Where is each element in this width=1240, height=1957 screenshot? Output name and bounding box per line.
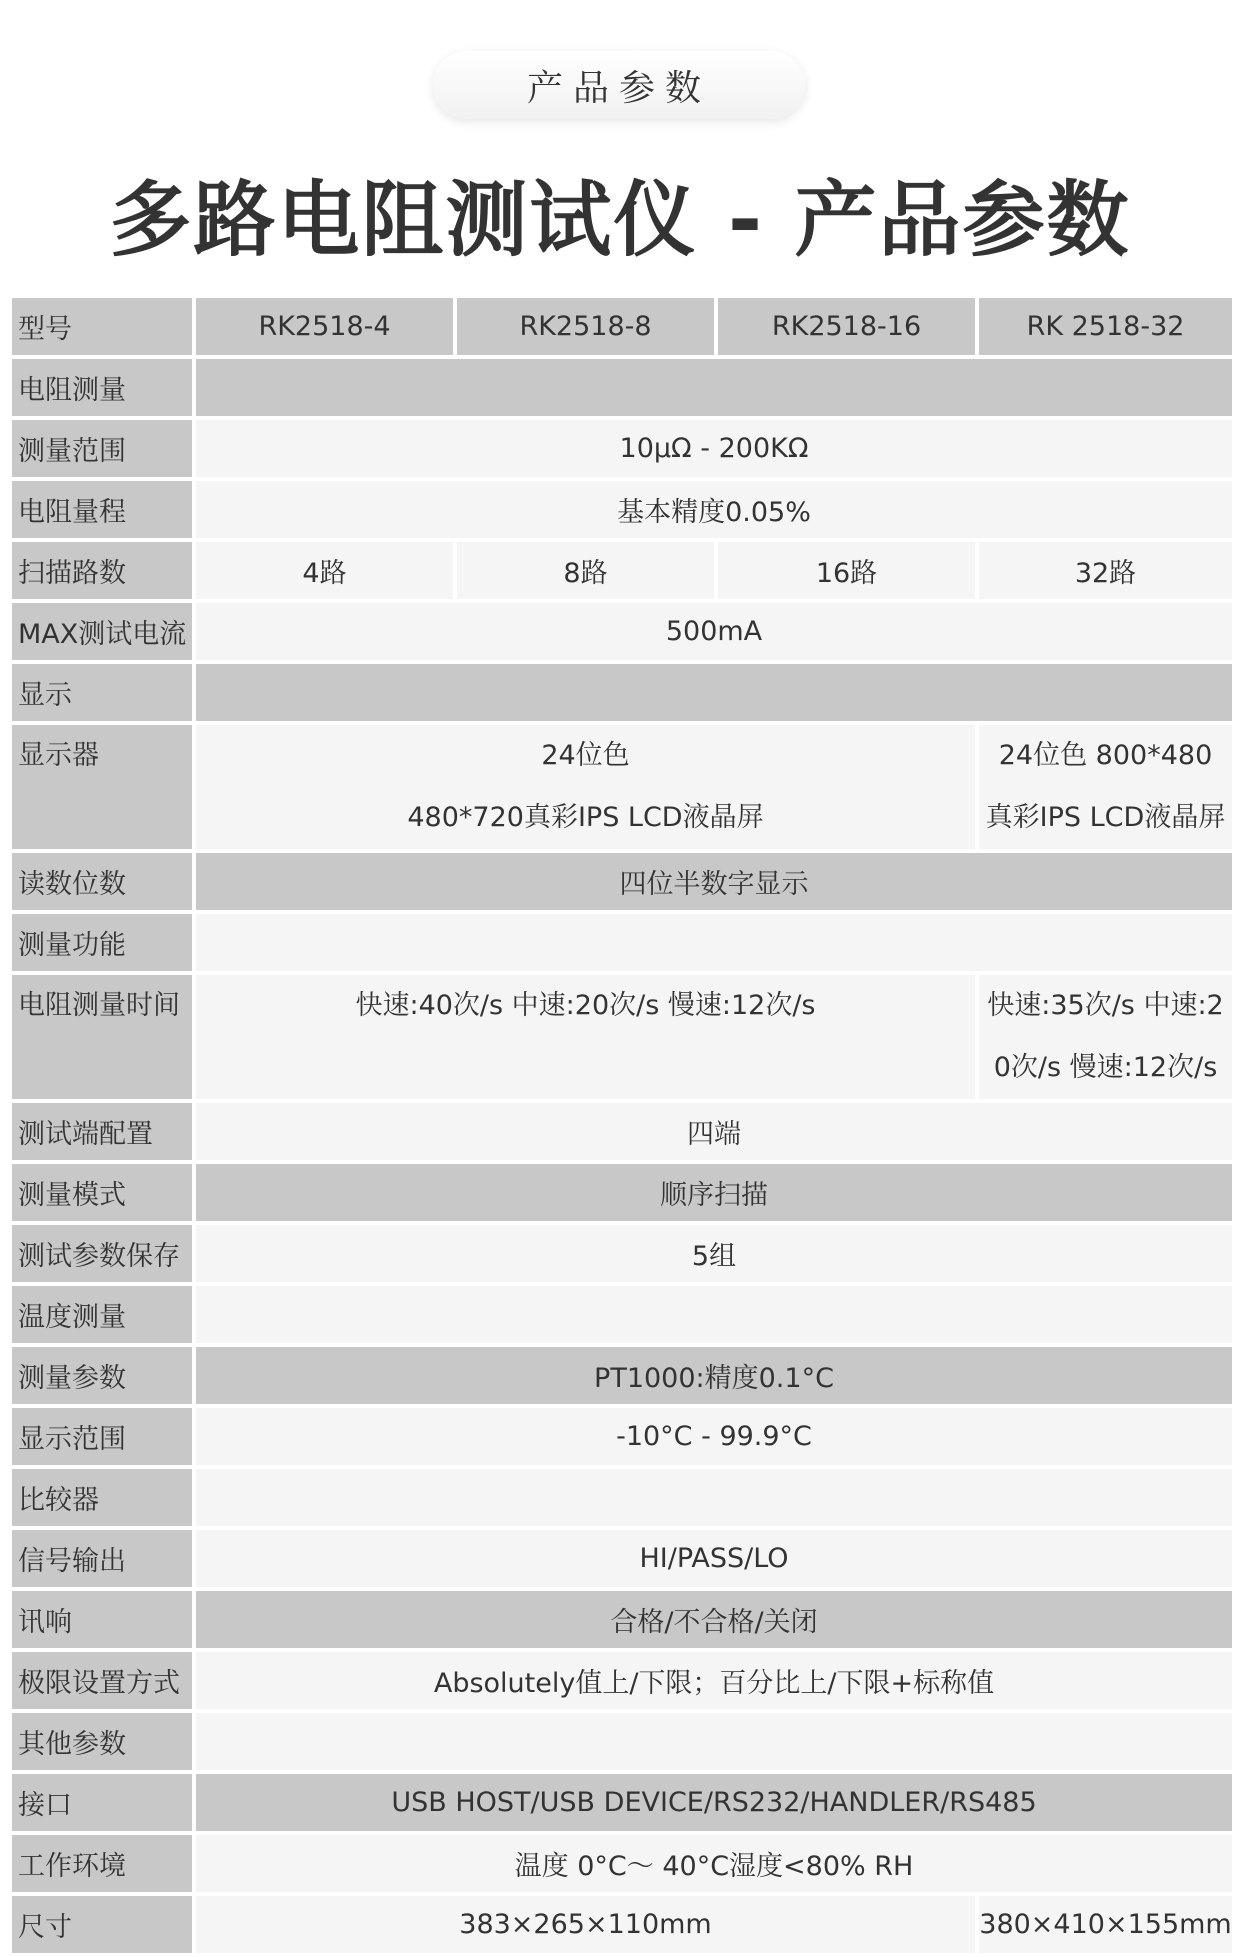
row-value: 四端 (196, 1103, 1232, 1160)
table-row (12, 1774, 1232, 1831)
section-label: 测量功能 (12, 914, 192, 971)
table-row (12, 975, 1232, 1099)
row-value: 16路 (718, 542, 975, 599)
table-row-section (12, 664, 1232, 721)
value-line: 快速:35次/s 中速:2 (987, 990, 1224, 1021)
table-row (12, 542, 1232, 599)
row-value (979, 975, 1232, 1099)
table-row-model (12, 298, 1232, 355)
value-line: 480*720真彩IPS LCD液晶屏 (407, 802, 764, 833)
spec-table (8, 294, 1236, 1957)
row-value: 10μΩ - 200KΩ (196, 420, 1232, 477)
row-value: 5组 (196, 1225, 1232, 1282)
value-line: 24位色 (541, 740, 630, 771)
row-value: PT1000:精度0.1°C (196, 1347, 1232, 1404)
table-row-section (12, 1713, 1232, 1770)
table-row-section (12, 1286, 1232, 1343)
row-label: 型号 (12, 298, 192, 355)
table-row (12, 420, 1232, 477)
table-row (12, 1164, 1232, 1221)
row-label: 信号输出 (12, 1530, 192, 1587)
row-label: 测量模式 (12, 1164, 192, 1221)
table-row (12, 725, 1232, 849)
row-label: 测量范围 (12, 420, 192, 477)
row-label-text: 显示器 (18, 740, 99, 771)
value-line: 24位色 800*480 (998, 740, 1213, 771)
row-value: 四位半数字显示 (196, 853, 1232, 910)
table-row (12, 1408, 1232, 1465)
row-value (196, 725, 975, 849)
table-row (12, 1591, 1232, 1648)
row-value: 500mA (196, 603, 1232, 660)
row-value: 380×410×155mm (979, 1896, 1232, 1953)
page-title: 多路电阻测试仪 - 产品参数 (109, 172, 1131, 268)
row-label: 测试端配置 (12, 1103, 192, 1160)
row-value: 383×265×110mm (196, 1896, 975, 1953)
section-label: 电阻测量 (12, 359, 192, 416)
section-label: 显示 (12, 664, 192, 721)
model-cell: RK2518-4 (196, 298, 453, 355)
table-row (12, 1835, 1232, 1892)
model-cell: RK2518-16 (718, 298, 975, 355)
table-row (12, 1103, 1232, 1160)
section-label: 比较器 (12, 1469, 192, 1526)
row-label: 测量参数 (12, 1347, 192, 1404)
section-fill (196, 1713, 1232, 1770)
row-value: 顺序扫描 (196, 1164, 1232, 1221)
table-row-section (12, 1469, 1232, 1526)
row-label: 读数位数 (12, 853, 192, 910)
row-value: HI/PASS/LO (196, 1530, 1232, 1587)
model-cell: RK2518-8 (457, 298, 714, 355)
row-value: 8路 (457, 542, 714, 599)
table-row-section (12, 914, 1232, 971)
row-value: 温度 0°C～ 40°C湿度<80% RH (196, 1835, 1232, 1892)
row-value: 基本精度0.05% (196, 481, 1232, 538)
section-pill: 产品参数 (433, 51, 805, 119)
section-label: 温度测量 (12, 1286, 192, 1343)
table-row (12, 1225, 1232, 1282)
section-fill (196, 359, 1232, 416)
table-row (12, 603, 1232, 660)
table-row (12, 1347, 1232, 1404)
row-value: 合格/不合格/关闭 (196, 1591, 1232, 1648)
table-row (12, 1530, 1232, 1587)
row-label: MAX测试电流 (12, 603, 192, 660)
value-line: 真彩IPS LCD液晶屏 (985, 802, 1226, 833)
row-label: 显示范围 (12, 1408, 192, 1465)
section-fill (196, 914, 1232, 971)
row-value: -10°C - 99.9°C (196, 1408, 1232, 1465)
table-row (12, 853, 1232, 910)
section-label: 其他参数 (12, 1713, 192, 1770)
value-line: 快速:40次/s 中速:20次/s 慢速:12次/s (355, 990, 816, 1021)
row-label: 测试参数保存 (12, 1225, 192, 1282)
section-fill (196, 1286, 1232, 1343)
section-fill (196, 664, 1232, 721)
row-value (196, 975, 975, 1099)
row-value: Absolutely值上/下限；百分比上/下限+标称值 (196, 1652, 1232, 1709)
row-label: 扫描路数 (12, 542, 192, 599)
model-cell: RK 2518-32 (979, 298, 1232, 355)
row-label: 接口 (12, 1774, 192, 1831)
value-line: 0次/s 慢速:12次/s (993, 1052, 1218, 1083)
row-label (12, 725, 192, 849)
table-row (12, 481, 1232, 538)
table-row (12, 1896, 1232, 1953)
row-label: 工作环境 (12, 1835, 192, 1892)
row-value (979, 725, 1232, 849)
section-fill (196, 1469, 1232, 1526)
row-label: 电阻量程 (12, 481, 192, 538)
row-label (12, 975, 192, 1099)
row-label: 讯响 (12, 1591, 192, 1648)
table-row-section (12, 359, 1232, 416)
table-row (12, 1652, 1232, 1709)
row-label: 极限设置方式 (12, 1652, 192, 1709)
row-value: 32路 (979, 542, 1232, 599)
row-value: 4路 (196, 542, 453, 599)
row-value: USB HOST/USB DEVICE/RS232/HANDLER/RS485 (196, 1774, 1232, 1831)
row-label-text: 电阻测量时间 (18, 990, 180, 1021)
row-label: 尺寸 (12, 1896, 192, 1953)
